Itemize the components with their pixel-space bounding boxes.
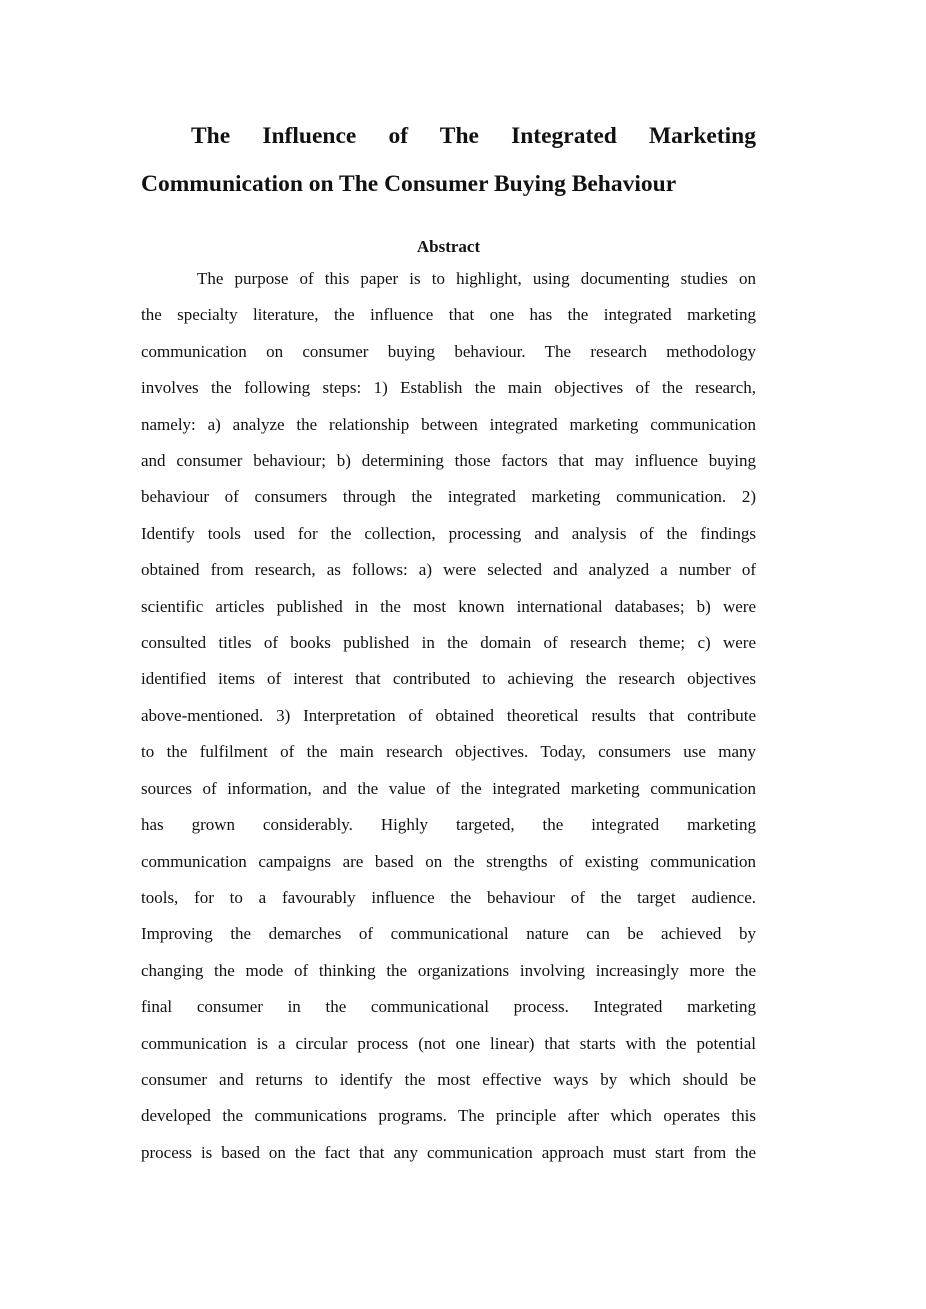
abstract-line: process is based on the fact that any communication approach must start from the	[141, 1142, 756, 1162]
abstract-line: changing the mode of thinking the organizations involving increasingly more the	[141, 960, 756, 980]
abstract-line: to the fulfilment of the main research objectives. Today, consumers use many	[141, 742, 756, 762]
paper-page	[141, 112, 756, 1171]
abstract-line: developed the communications programs. The principle after which operates this	[141, 1106, 756, 1126]
abstract-line: and consumer behaviour; b) determining those factors that may influence buying	[141, 451, 756, 471]
abstract-line: namely: a) analyze the relationship between integrated marketing communication	[141, 414, 756, 434]
paper-title	[141, 112, 756, 208]
abstract-line: has grown considerably. Highly targeted, the integrated marketing	[141, 815, 756, 835]
abstract-line: communication is a circular process (not one linear) that starts with the potential	[141, 1033, 756, 1053]
paper-title-line-2: Communication on The Consumer Buying Behaviour	[141, 171, 677, 197]
abstract-line: behaviour of consumers through the integrated marketing communication. 2)	[141, 487, 756, 507]
abstract-line: Identify tools used for the collection, processing and analysis of the findings	[141, 523, 756, 543]
abstract-line: The purpose of this paper is to highlight, using documenting studies on	[197, 269, 756, 288]
abstract-line: sources of information, and the value of the integrated marketing communication	[141, 778, 756, 798]
abstract-line: scientific articles published in the most known international databases; b) were	[141, 596, 756, 616]
abstract-line: above-mentioned. 3) Interpretation of obtained theoretical results that contribute	[141, 705, 756, 725]
abstract-heading: Abstract	[416, 237, 481, 256]
abstract-line: communication campaigns are based on the strengths of existing communication	[141, 851, 756, 871]
abstract-line: involves the following steps: 1) Establish the main objectives of the research,	[141, 378, 756, 398]
abstract-line: consulted titles of books published in the domain of research theme; c) were	[141, 633, 756, 653]
abstract-line: final consumer in the communicational process. Integrated marketing	[141, 997, 756, 1017]
paper-title-line-1: The Influence of The Integrated Marketing	[191, 123, 756, 149]
abstract-line: consumer and returns to identify the most effective ways by which should be	[141, 1069, 756, 1089]
abstract-line: the specialty literature, the influence that one has the integrated marketing	[141, 305, 756, 325]
abstract-line: identified items of interest that contributed to achieving the research objectives	[141, 669, 756, 689]
abstract-body	[141, 261, 756, 1171]
abstract-line: tools, for to a favourably influence the behaviour of the target audience.	[141, 887, 756, 907]
abstract-line: communication on consumer buying behaviour. The research methodology	[141, 341, 756, 361]
abstract-line: Improving the demarches of communicational nature can be achieved by	[141, 924, 756, 944]
abstract-line: obtained from research, as follows: a) were selected and analyzed a number of	[141, 560, 756, 580]
